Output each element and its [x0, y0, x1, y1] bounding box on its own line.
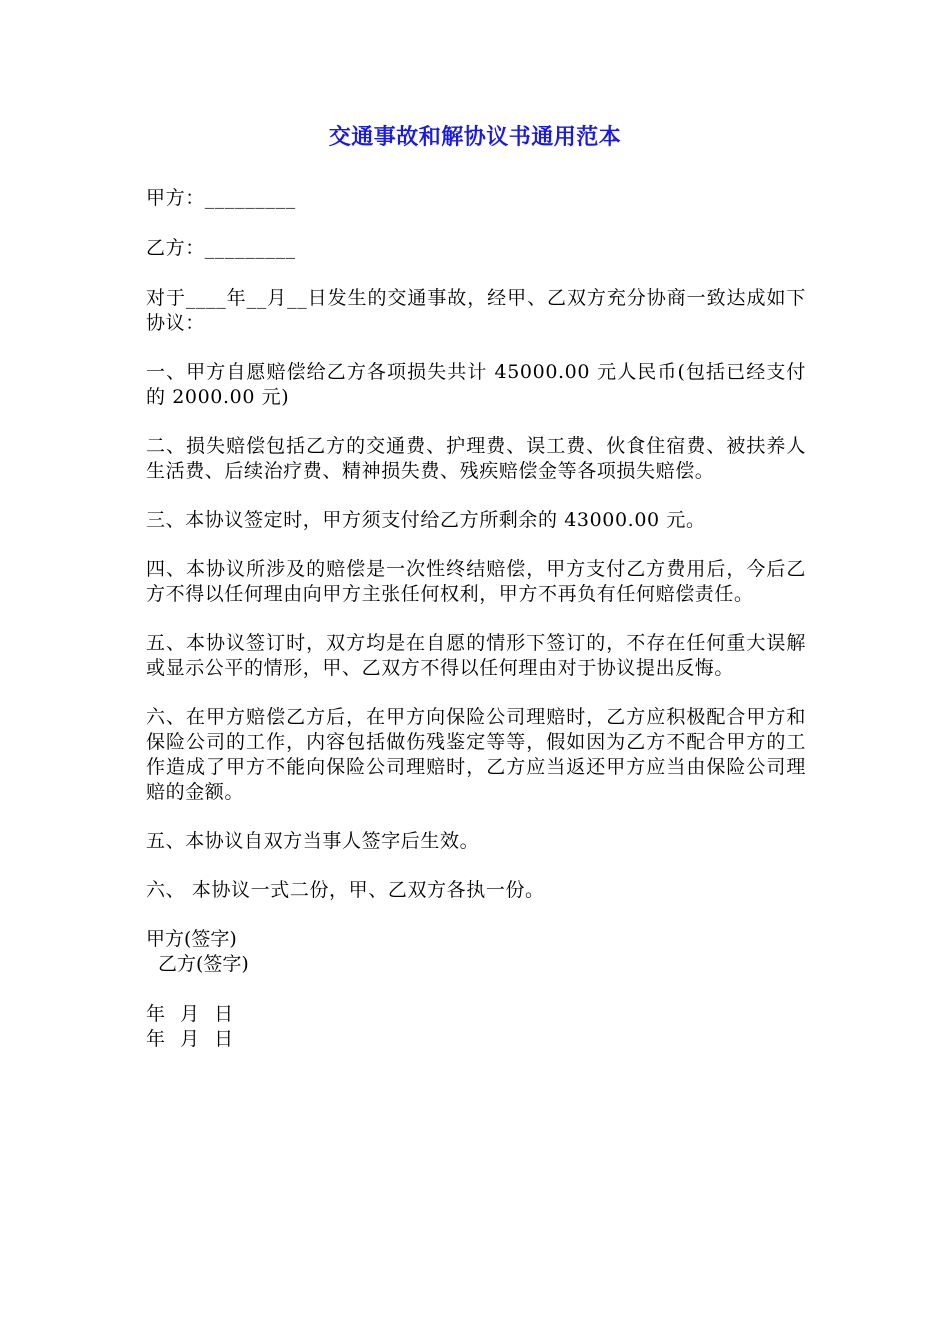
clause-7: 五、本协议自双方当事人签字后生效。	[146, 830, 480, 852]
clause-6: 六、在甲方赔偿乙方后，在甲方向保险公司理赔时，乙方应积极配合甲方和保险公司的工作，内容包括做伤残鉴定等等，假如因为乙方不配合甲方的工作造成了甲方不能向保险公司理赔时，乙方应当返还甲方应当由保险公司理赔的金额。	[146, 706, 806, 803]
date-party-a: 年 月 日	[146, 1003, 235, 1025]
document-title: 交通事故和解协议书通用范本	[328, 125, 622, 150]
document-body	[146, 186, 806, 1052]
clause-2: 二、损失赔偿包括乙方的交通费、护理费、误工费、伙食住宿费、被扶养人生活费、后续治疗费、精神损失费、残疾赔偿金等各项损失赔偿。	[146, 435, 806, 482]
party-a-line: 甲方：_________	[146, 187, 296, 209]
clause-8: 六、 本协议一式二份，甲、乙双方各执一份。	[146, 879, 545, 901]
clause-3: 三、本协议签定时，甲方须支付给乙方所剩余的 43000.00 元。	[146, 509, 706, 531]
signature-party-b: 乙方(签字)	[158, 953, 249, 975]
intro-paragraph: 对于____年__月__日发生的交通事故，经甲、乙双方充分协商一致达成如下协议：	[146, 287, 806, 334]
signature-spacer	[146, 977, 806, 1002]
clause-5: 五、本协议签订时，双方均是在自愿的情形下签订的，不存在任何重大误解或显示公平的情形，甲、乙双方不得以任何理由对于协议提出反悔。	[146, 632, 806, 679]
date-party-b: 年 月 日	[146, 1028, 235, 1050]
signature-party-a: 甲方(签字)	[146, 928, 237, 950]
clause-1: 一、甲方自愿赔偿给乙方各项损失共计 45000.00 元人民币(包括已经支付的 2000.00 元)	[146, 361, 806, 408]
clause-4: 四、本协议所涉及的赔偿是一次性终结赔偿，甲方支付乙方费用后，今后乙方不得以任何理由向甲方主张任何权利，甲方不再负有任何赔偿责任。	[146, 558, 806, 605]
party-b-line: 乙方：_________	[146, 237, 296, 259]
